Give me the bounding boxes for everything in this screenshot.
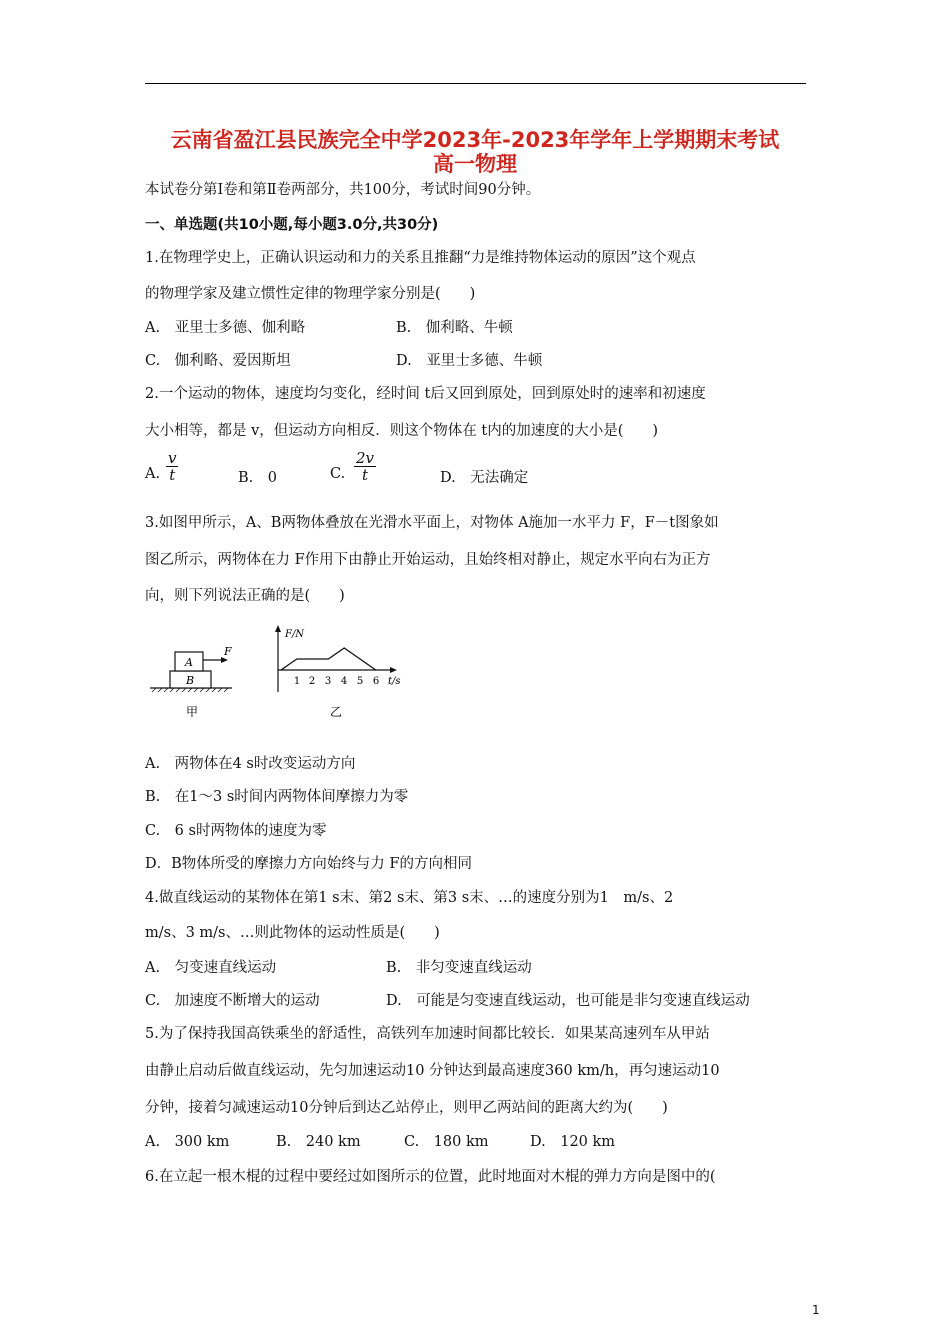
q1-stem-line1: 1.在物理学史上，正确认识运动和力的关系且推翻“力是维持物体运动的原因”这个观点 [145,250,696,266]
chart-tick-6: 6 [372,676,380,687]
q3-option-d: D．B物体所受的摩擦力方向始终与力 F的方向相同 [145,856,472,872]
q3-stem-line1: 3.如图甲所示，A、B两物体叠放在光滑水平面上，对物体 A施加一水平力 F，F－t图象如 [145,515,719,531]
block-b-label: B [185,674,195,687]
chart-x-label: t/s [388,676,401,687]
q3-stem-line2: 图乙所示，两物体在力 F作用下由静止开始运动，且始终相对静止，规定水平向右为正方 [145,552,711,568]
q2-option-a-numerator: v [168,449,177,467]
chart-y-label: F/N [285,629,305,640]
q1-option-a: A. 亚里士多德、伽利略 [145,320,306,336]
q2-option-c-denominator: t [362,466,369,484]
force-label: F [224,645,232,658]
q1-option-b: B. 伽利略、牛顿 [396,320,513,336]
q3-option-c: C. 6 s时两物体的速度为零 [145,823,327,839]
q2-option-a-fraction [166,450,178,483]
q5-option-d: D. 120 km [530,1134,616,1150]
q2-stem-line1: 2.一个运动的物体，速度均匀变化，经时间 t后又回到原处，回到原处时的速率和初速度 [145,386,706,402]
q3-option-b: B. 在1～3 s时间内两物体间摩擦力为零 [145,789,409,805]
q4-stem-line1: 4.做直线运动的某物体在第1 s末、第2 s末、第3 s末、…的速度分别为1 m/s、2 [145,890,674,906]
figure-jia [150,645,232,719]
q3-stem-line3: 向，则下列说法正确的是( ) [145,588,345,604]
chart-x-axis-arrow [390,667,397,673]
q5-stem-line2: 由静止启动后做直线运动，先匀加速运动10 分钟达到最高速度360 km/h，再匀速运动10 [145,1063,720,1079]
q5-stem-line1: 5.为了保持我国高铁乘坐的舒适性，高铁列车加速时间都比较长．如果某高速列车从甲站 [145,1026,710,1042]
q2-option-b: B. 0 [238,470,277,486]
q2-option-c-numerator: 2v [356,449,375,467]
q2-option-a-denominator: t [169,466,176,484]
q2-option-c-label: C. [330,466,346,482]
q4-option-d: D. 可能是匀变速直线运动，也可能是非匀变速直线运动 [386,993,750,1009]
q3-option-a: A. 两物体在4 s时改变运动方向 [145,756,356,772]
q5-option-a: A. 300 km [145,1134,230,1150]
q5-option-c: C. 180 km [404,1134,489,1150]
chart-tick-5: 5 [356,676,364,687]
q4-option-b: B. 非匀变速直线运动 [386,960,532,976]
exam-subtitle: 高一物理 [433,152,517,176]
q4-option-c: C. 加速度不断增大的运动 [145,993,320,1009]
figure-caption-yi: 乙 [330,705,343,719]
q4-option-a: A. 匀变速直线运动 [145,960,277,976]
header-rule [145,83,806,84]
chart-tick-2: 2 [308,676,316,687]
q2-option-d: D. 无法确定 [440,470,529,486]
q6-stem-line1: 6.在立起一根木棍的过程中要经过如图所示的位置，此时地面对木棍的弹力方向是图中的( [145,1169,716,1185]
q2-option-c-fraction [354,450,376,483]
section-heading: 一、单选题(共10小题,每小题3.0分,共30分) [145,217,439,233]
q4-stem-line2: m/s、3 m/s、…则此物体的运动性质是( ) [145,925,440,941]
chart-series-line [281,648,376,670]
figure-caption-jia: 甲 [186,705,199,719]
q5-option-b: B. 240 km [276,1134,361,1150]
block-a-label: A [185,656,193,669]
chart-tick-4: 4 [340,676,348,687]
q1-stem-line2: 的物理学家及建立惯性定律的物理学家分别是( ) [145,286,476,302]
q2-stem-line2: 大小相等，都是 v，但运动方向相反．则这个物体在 t内的加速度的大小是( ) [145,423,659,439]
exam-title: 云南省盈江县民族完全中学2023年-2023年学年上学期期末考试 [170,128,780,152]
chart-tick-3: 3 [324,676,332,687]
exam-intro: 本试卷分第Ⅰ卷和第Ⅱ卷两部分，共100分，考试时间90分钟。 [145,182,541,198]
chart-y-axis-arrow [275,625,281,632]
chart-tick-1: 1 [293,676,301,687]
q2-option-a-label: A. [145,466,161,482]
page-number: 1 [812,1303,820,1317]
figure-yi [275,625,401,719]
q3-figure [140,622,410,722]
q1-option-c: C. 伽利略、爱因斯坦 [145,353,291,369]
q5-stem-line3: 分钟，接着匀减速运动10分钟后到达乙站停止，则甲乙两站间的距离大约为( ) [145,1100,668,1116]
q1-option-d: D. 亚里士多德、牛顿 [396,353,543,369]
